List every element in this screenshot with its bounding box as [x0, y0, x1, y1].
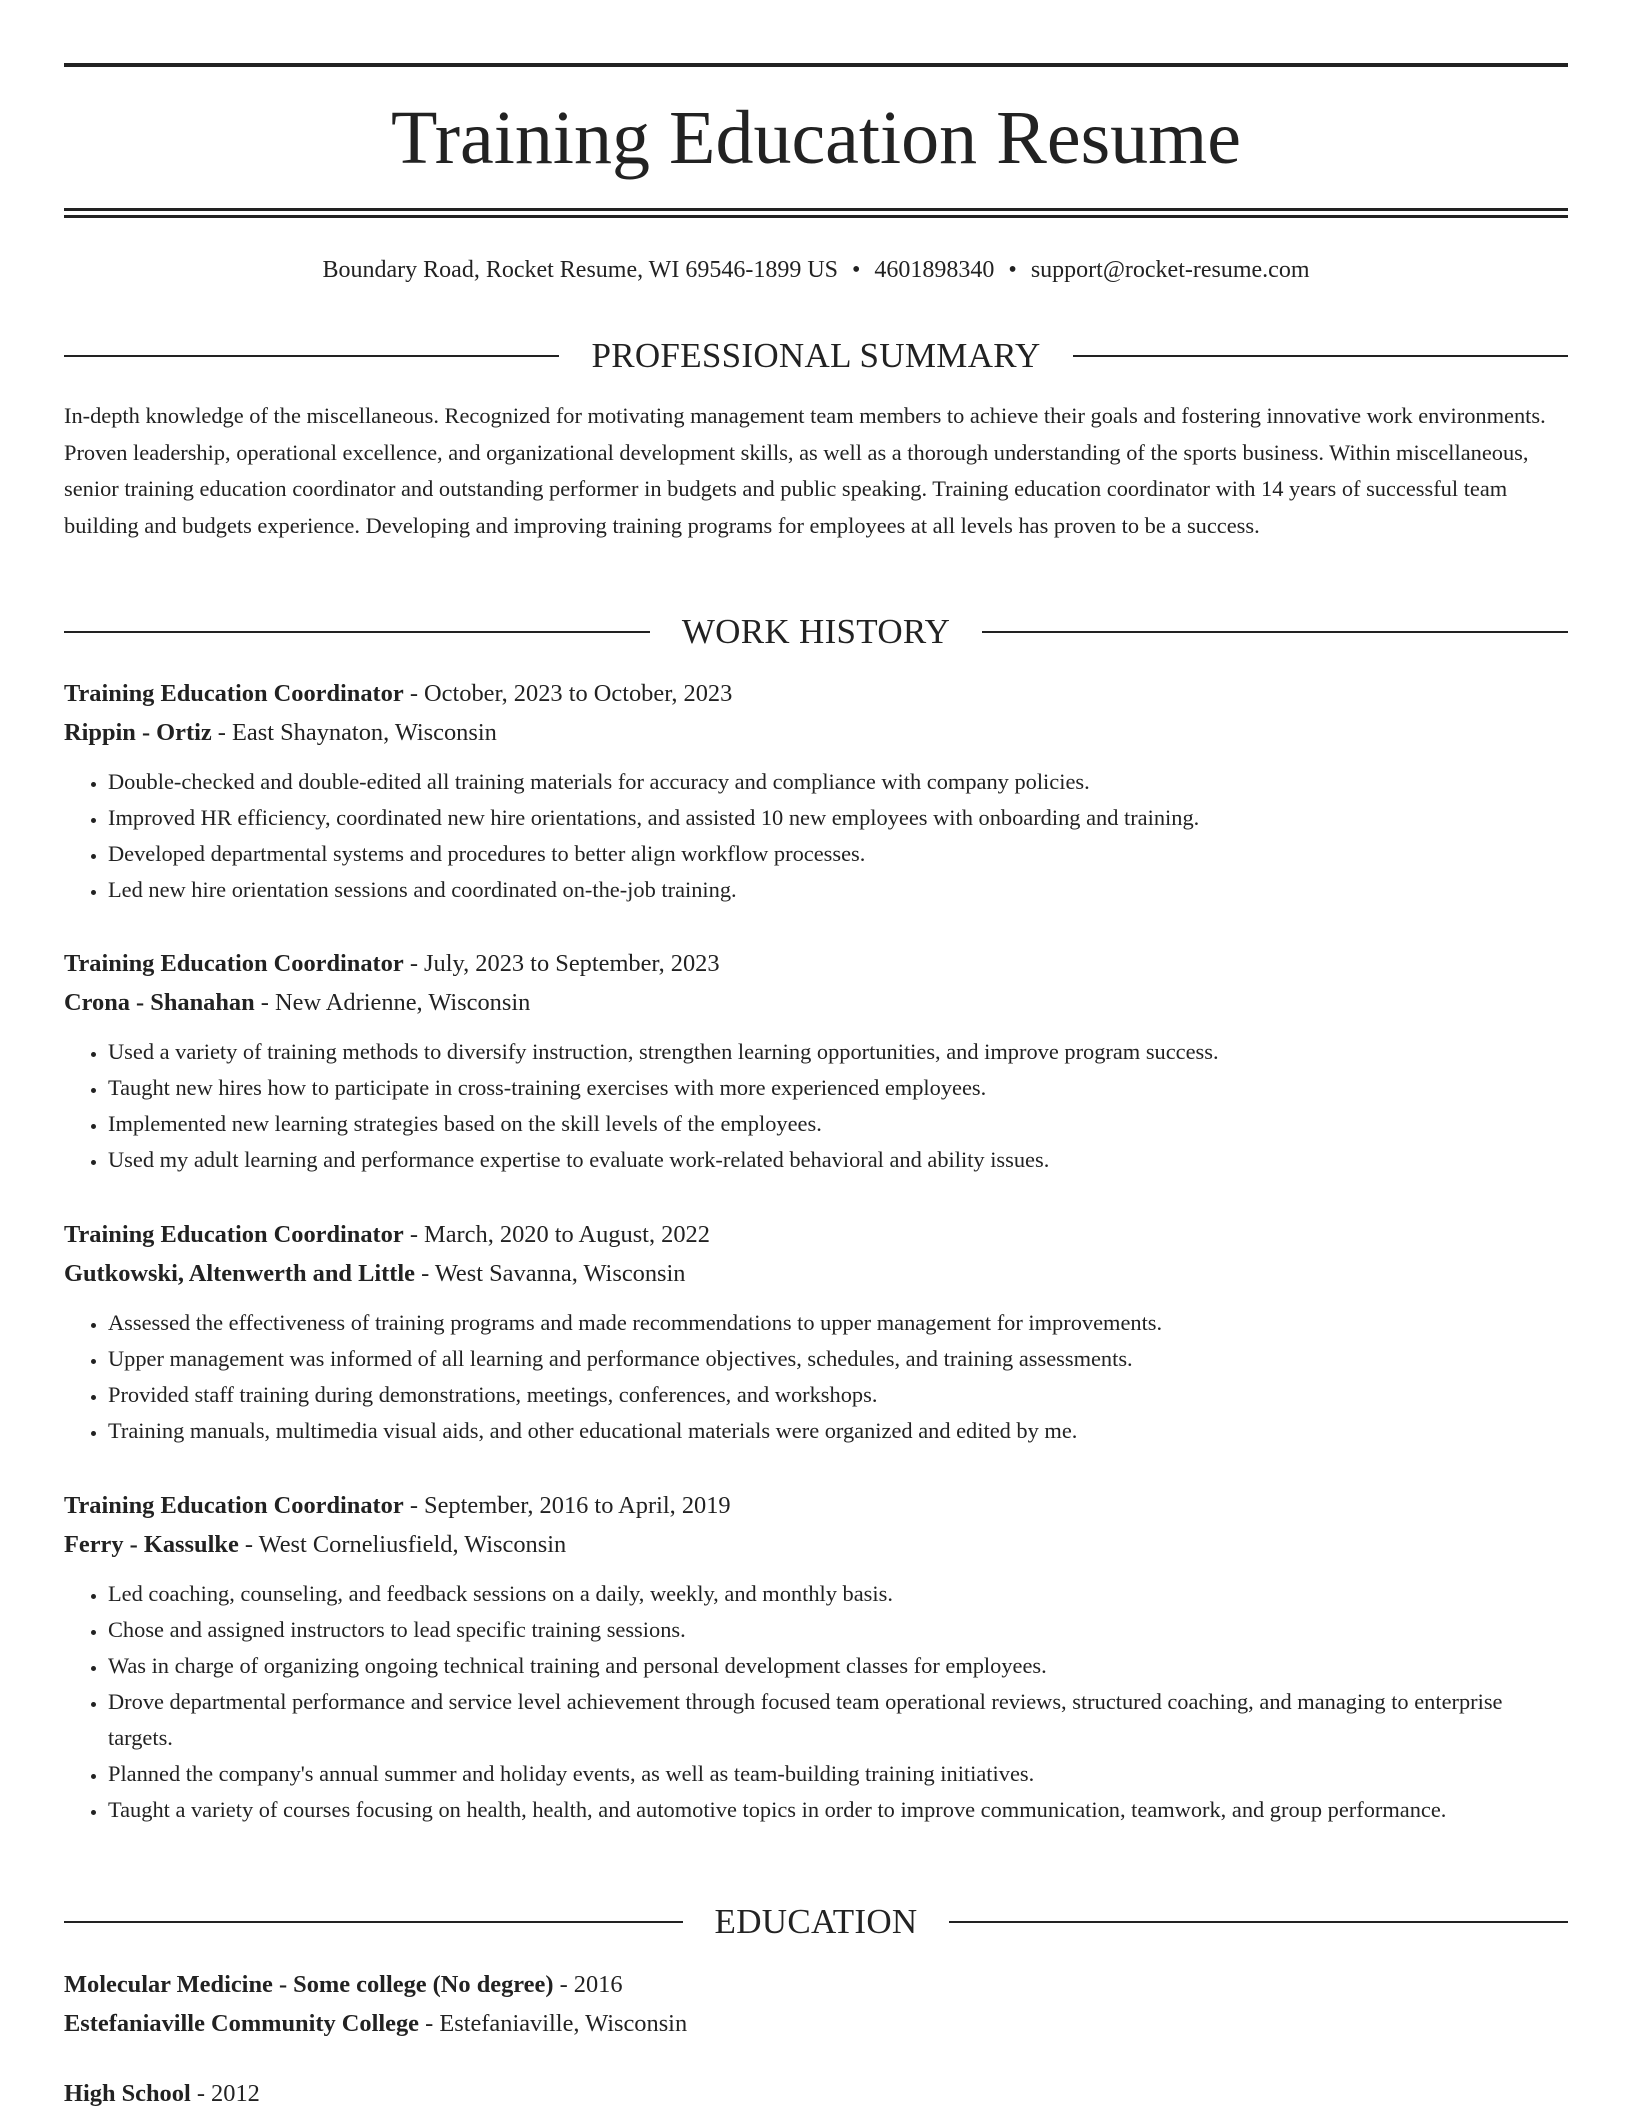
contact-phone: 4601898340 — [874, 257, 995, 283]
job-entry — [64, 1487, 1568, 1828]
job-bullets — [64, 1576, 1568, 1828]
section-title-work: WORK HISTORY — [681, 612, 951, 651]
education-degree: Molecular Medicine - Some college (No degree) — [64, 1971, 554, 1998]
job-bullet: • Planned the company's annual summer and holiday events, as well as team-building training initiatives. — [108, 1756, 1568, 1792]
contact-line — [64, 252, 1568, 288]
job-location: - East Shaynaton, Wisconsin — [211, 718, 497, 746]
job-bullets — [64, 1034, 1568, 1178]
job-title: Training Education Coordinator — [64, 1221, 404, 1248]
job-entry — [64, 945, 1568, 1178]
education-location: - Estefaniaville, Wisconsin — [419, 2009, 688, 2037]
top-rule — [64, 63, 1568, 67]
contact-separator: • — [1008, 257, 1017, 283]
education-entry — [64, 1966, 1568, 2043]
job-bullet: • Led new hire orientation sessions and coordinated on-the-job training. — [108, 872, 1568, 908]
summary-text: In-depth knowledge of the miscellaneous. Recognized for motivating management team members to achieve their goals and fostering innovative work environments. Proven leadership, operational excellence, and organizational development skills, as well as a thorough understanding of the sports business. Within miscellaneous, senior training education coordinator and outstanding performer in budgets and public speaking. Training education coordinator with 14 years of successful team building and budgets experience. Developing and improving training programs for employees at all levels has proven to be a success. — [64, 403, 1546, 538]
job-bullet: • Improved HR efficiency, coordinated new hire orientations, and assisted 10 new employees with onboarding and training. — [108, 800, 1568, 836]
contact-email: support@rocket-resume.com — [1030, 257, 1310, 283]
education-year: - 2016 — [553, 1971, 623, 1998]
job-bullet: • Double-checked and double-edited all training materials for accuracy and compliance with company policies. — [108, 764, 1568, 800]
job-bullets — [64, 1305, 1568, 1449]
job-bullet: • Implemented new learning strategies based on the skill levels of the employees. — [108, 1106, 1568, 1142]
job-company: Gutkowski, Altenwerth and Little — [64, 1259, 415, 1287]
resume-title: Training Education Resume — [391, 96, 1241, 180]
job-title: Training Education Coordinator — [64, 950, 404, 977]
job-bullet: • Assessed the effectiveness of training programs and made recommendations to upper management for improvements. — [108, 1305, 1568, 1341]
section-divider — [949, 1921, 1568, 1923]
job-location: - New Adrienne, Wisconsin — [254, 988, 531, 1016]
job-entry — [64, 1216, 1568, 1449]
job-dates: - September, 2016 to April, 2019 — [403, 1492, 731, 1519]
title-rule-lower — [64, 215, 1568, 218]
contact-separator: • — [852, 257, 861, 283]
job-bullet: • Used my adult learning and performance expertise to evaluate work-related behavioral and ability issues. — [108, 1142, 1568, 1178]
job-location: - West Savanna, Wisconsin — [414, 1259, 686, 1287]
job-bullet: • Provided staff training during demonstrations, meetings, conferences, and workshops. — [108, 1377, 1568, 1413]
education-school: Estefaniaville Community College — [64, 2009, 419, 2037]
section-divider — [982, 631, 1568, 633]
section-divider — [64, 631, 650, 633]
job-dates: - July, 2023 to September, 2023 — [403, 950, 720, 977]
section-title-education: EDUCATION — [714, 1902, 918, 1941]
job-bullet: • Drove departmental performance and service level achievement through focused team operational reviews, structured coaching, and managing to enterprise targets. — [108, 1684, 1568, 1756]
job-dates: - March, 2020 to August, 2022 — [403, 1221, 710, 1248]
job-bullet: • Upper management was informed of all learning and performance objectives, schedules, and training assessments. — [108, 1341, 1568, 1377]
education-year: - 2012 — [190, 2080, 260, 2107]
job-location: - West Corneliusfield, Wisconsin — [238, 1530, 567, 1558]
job-bullet: • Taught new hires how to participate in cross-training exercises with more experienced employees. — [108, 1070, 1568, 1106]
job-bullet: • Chose and assigned instructors to lead specific training sessions. — [108, 1612, 1568, 1648]
job-bullet: • Taught a variety of courses focusing on health, health, and automotive topics in order to improve communication, teamwork, and group performance. — [108, 1792, 1568, 1828]
job-entry — [64, 675, 1568, 908]
section-divider — [1073, 355, 1568, 357]
job-company: Crona - Shanahan — [64, 988, 255, 1016]
education-entry — [64, 2075, 1568, 2114]
job-bullet: • Led coaching, counseling, and feedback sessions on a daily, weekly, and monthly basis. — [108, 1576, 1568, 1612]
section-header-summary — [64, 334, 1568, 378]
job-company: Rippin - Ortiz — [64, 718, 212, 746]
job-bullet: • Training manuals, multimedia visual aids, and other educational materials were organized and edited by me. — [108, 1413, 1568, 1449]
job-dates: - October, 2023 to October, 2023 — [403, 680, 733, 707]
job-bullet: • Used a variety of training methods to diversify instruction, strengthen learning opportunities, and improve program success. — [108, 1034, 1568, 1070]
section-header-education — [64, 1900, 1568, 1944]
section-title-summary: PROFESSIONAL SUMMARY — [591, 336, 1041, 375]
title-rule-upper — [64, 208, 1568, 211]
contact-address: Boundary Road, Rocket Resume, WI 69546-1899 US — [322, 257, 838, 283]
job-bullets — [64, 764, 1568, 908]
section-divider — [64, 1921, 683, 1923]
job-title: Training Education Coordinator — [64, 680, 404, 707]
section-header-work — [64, 610, 1568, 654]
job-bullet: • Developed departmental systems and procedures to better align workflow processes. — [108, 836, 1568, 872]
job-company: Ferry - Kassulke — [64, 1530, 239, 1558]
job-bullet: • Was in charge of organizing ongoing technical training and personal development classes for employees. — [108, 1648, 1568, 1684]
education-degree: High School — [64, 2080, 191, 2107]
job-title: Training Education Coordinator — [64, 1492, 404, 1519]
section-divider — [64, 355, 559, 357]
